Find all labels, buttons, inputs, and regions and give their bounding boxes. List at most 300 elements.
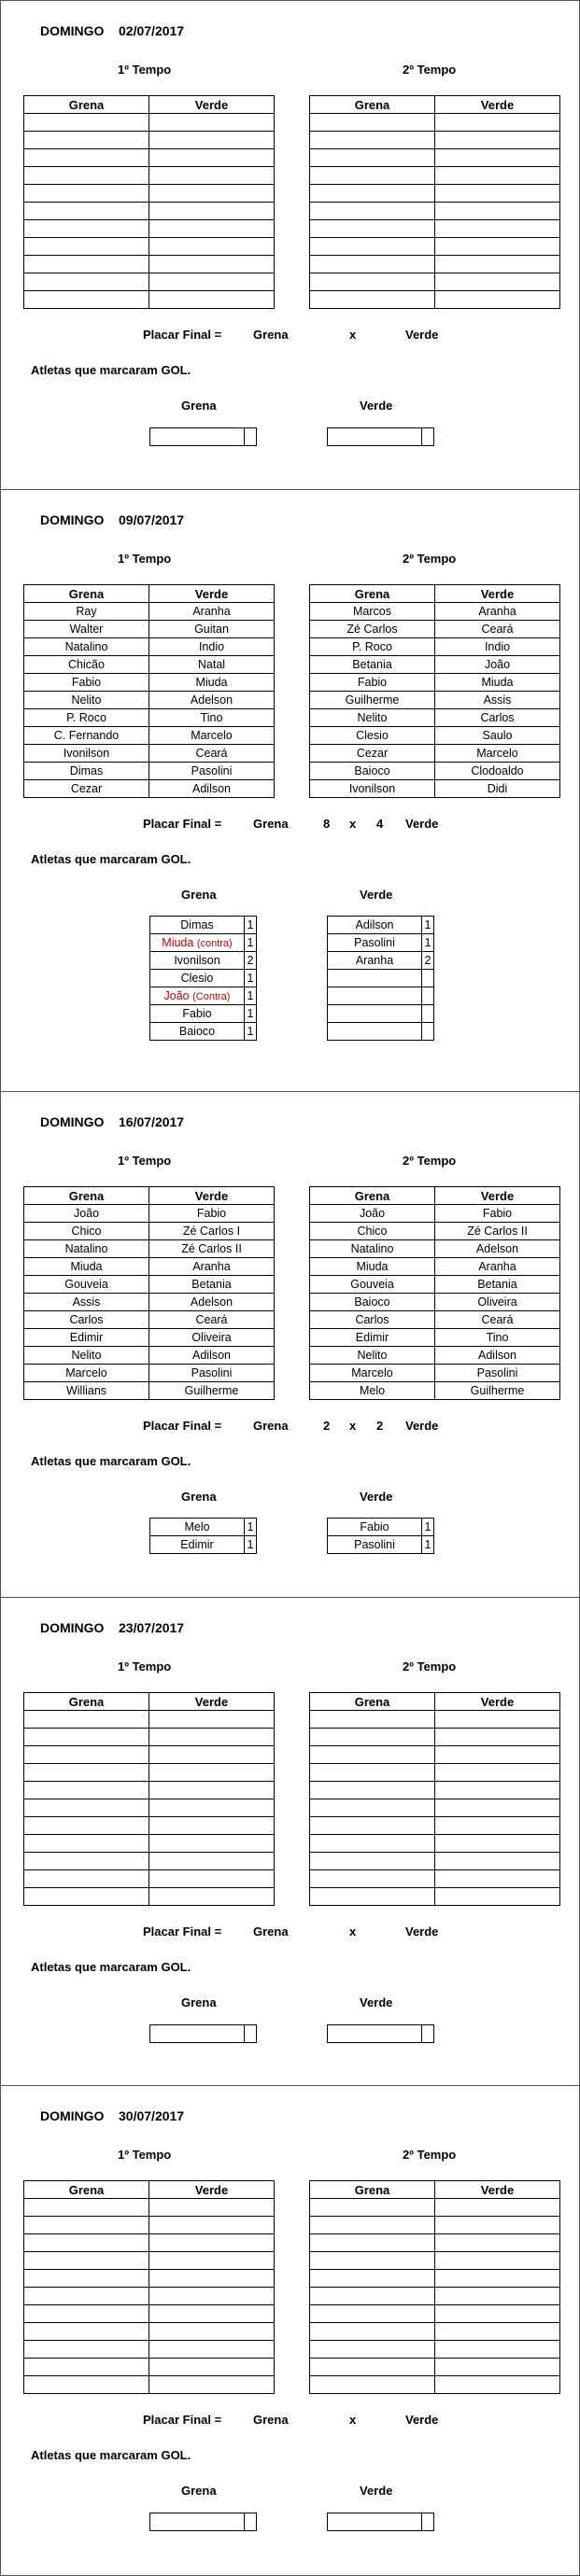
table-row xyxy=(150,2025,257,2043)
player-verde: Zé Carlos II xyxy=(149,1240,275,1258)
column-header-verde: Verde xyxy=(435,96,560,114)
table-row xyxy=(328,2513,434,2531)
scorer-name xyxy=(328,428,422,446)
table-row xyxy=(310,1835,560,1853)
day-label: DOMINGO xyxy=(40,23,105,38)
player-grena: Miuda xyxy=(24,1258,149,1276)
column-header-verde: Verde xyxy=(435,2181,560,2199)
player-verde xyxy=(149,1782,275,1799)
scorer-goals: 1 xyxy=(245,917,257,934)
table-row xyxy=(24,1888,275,1906)
player-verde: Aranha xyxy=(435,1258,560,1276)
column-header-grena: Grena xyxy=(310,1187,435,1205)
table-row xyxy=(310,621,560,638)
table-row xyxy=(24,727,275,745)
table-row xyxy=(310,1799,560,1817)
table-row xyxy=(310,1223,560,1240)
player-verde xyxy=(149,2305,275,2323)
scorers-table-verde xyxy=(327,1518,434,1554)
player-verde: Miuda xyxy=(149,674,275,692)
table-row xyxy=(328,1519,434,1536)
player-grena xyxy=(24,1835,149,1853)
player-grena: Baioco xyxy=(310,1294,435,1311)
player-verde: Adilson xyxy=(149,780,275,798)
table-row xyxy=(310,1276,560,1294)
table-row xyxy=(24,238,275,256)
match-section xyxy=(0,1598,580,2086)
table-row xyxy=(24,2199,275,2217)
player-grena xyxy=(24,2376,149,2394)
player-grena xyxy=(24,273,149,291)
player-grena xyxy=(310,203,435,220)
table-row xyxy=(24,2341,275,2359)
column-header-grena: Grena xyxy=(310,1693,435,1711)
player-grena: P. Roco xyxy=(24,709,149,727)
second-half-heading: 2º Tempo xyxy=(403,1659,457,1673)
player-grena: Gouveia xyxy=(310,1276,435,1294)
table-row xyxy=(310,220,560,238)
scorer-goals xyxy=(245,2025,257,2043)
scorers-header-verde: Verde xyxy=(360,1995,393,2009)
player-verde xyxy=(435,1764,560,1782)
table-row xyxy=(150,1519,257,1536)
player-verde xyxy=(435,273,560,291)
final-score-team-verde: Verde xyxy=(405,1419,439,1433)
final-score-label: Placar Final = xyxy=(143,817,222,831)
player-grena: Cezar xyxy=(310,745,435,763)
player-grena: Fabio xyxy=(310,674,435,692)
scorers-table-grena xyxy=(149,916,257,1041)
table-row xyxy=(328,1536,434,1554)
column-header-grena: Grena xyxy=(24,1187,149,1205)
player-verde xyxy=(149,2217,275,2234)
table-row xyxy=(328,934,434,952)
player-verde: Indio xyxy=(435,638,560,656)
table-row xyxy=(24,2270,275,2288)
table-row xyxy=(310,2359,560,2376)
player-grena xyxy=(310,2199,435,2217)
player-verde xyxy=(149,2288,275,2305)
player-grena xyxy=(310,1835,435,1853)
player-grena xyxy=(24,1729,149,1746)
player-grena: Nelito xyxy=(310,1347,435,1365)
column-header-grena: Grena xyxy=(310,96,435,114)
table-row xyxy=(24,1294,275,1311)
table-row xyxy=(150,2513,257,2531)
player-grena xyxy=(24,1888,149,1906)
lineup-table-first-half xyxy=(23,1186,275,1400)
table-row xyxy=(310,2234,560,2252)
table-row xyxy=(24,203,275,220)
second-half-heading: 2º Tempo xyxy=(403,552,457,566)
scorers-header-grena: Grena xyxy=(181,888,217,902)
score-separator: x xyxy=(349,817,357,831)
table-row xyxy=(310,603,560,621)
player-grena: Edimir xyxy=(24,1329,149,1347)
player-verde: Clodoaldo xyxy=(435,763,560,780)
scorer-goals: 1 xyxy=(245,1519,257,1536)
scorer-name-text: Miuda xyxy=(162,936,194,949)
scorers-table-verde xyxy=(327,2024,434,2043)
player-grena: Nelito xyxy=(24,1347,149,1365)
scorer-name xyxy=(150,2513,245,2531)
player-verde: Adelson xyxy=(149,692,275,709)
player-grena xyxy=(24,2341,149,2359)
table-row xyxy=(24,185,275,203)
table-row xyxy=(24,1347,275,1365)
player-grena xyxy=(24,291,149,309)
player-verde xyxy=(435,256,560,273)
player-grena: Zé Carlos xyxy=(310,621,435,638)
table-row xyxy=(328,1005,434,1023)
match-title xyxy=(40,23,184,38)
scorer-name xyxy=(328,2513,422,2531)
player-verde xyxy=(149,1888,275,1906)
player-grena: Natalino xyxy=(24,638,149,656)
table-row xyxy=(24,709,275,727)
table-row xyxy=(24,1729,275,1746)
player-verde xyxy=(435,2323,560,2341)
table-row xyxy=(310,273,560,291)
player-verde xyxy=(435,238,560,256)
table-row xyxy=(150,917,257,934)
player-verde xyxy=(435,2270,560,2288)
column-header-verde: Verde xyxy=(149,1693,275,1711)
scorers-title: Atletas que marcaram GOL. xyxy=(31,852,191,866)
player-grena xyxy=(310,256,435,273)
final-score-team-grena: Grena xyxy=(253,1419,289,1433)
match-section xyxy=(0,0,580,490)
player-grena xyxy=(24,132,149,149)
player-grena: Betania xyxy=(310,656,435,674)
table-row xyxy=(310,1311,560,1329)
player-grena: João xyxy=(24,1205,149,1223)
match-date: 23/07/2017 xyxy=(119,1620,185,1635)
player-grena: Carlos xyxy=(24,1311,149,1329)
player-verde xyxy=(435,2341,560,2359)
player-grena xyxy=(24,114,149,132)
player-grena xyxy=(310,1729,435,1746)
player-verde xyxy=(149,2341,275,2359)
table-row xyxy=(150,1536,257,1554)
player-verde xyxy=(149,132,275,149)
final-score-team-grena: Grena xyxy=(253,2413,289,2427)
player-grena: Ray xyxy=(24,603,149,621)
player-grena xyxy=(24,2199,149,2217)
player-grena xyxy=(24,203,149,220)
column-header-verde: Verde xyxy=(149,2181,275,2199)
scorers-header-verde: Verde xyxy=(360,888,393,902)
match-title xyxy=(40,512,184,527)
table-row xyxy=(24,2305,275,2323)
player-verde xyxy=(435,1835,560,1853)
table-row xyxy=(24,603,275,621)
column-header-verde: Verde xyxy=(435,585,560,603)
scorer-name: Baioco xyxy=(150,1023,245,1041)
player-verde xyxy=(435,114,560,132)
player-grena xyxy=(24,2288,149,2305)
player-verde xyxy=(435,2234,560,2252)
player-grena xyxy=(24,220,149,238)
table-row xyxy=(24,1782,275,1799)
player-verde xyxy=(149,1711,275,1729)
player-grena xyxy=(310,132,435,149)
scorer-name: Edimir xyxy=(150,1536,245,1554)
match-date: 02/07/2017 xyxy=(119,23,185,38)
lineup-table-second-half xyxy=(309,1692,560,1906)
column-header-verde: Verde xyxy=(149,585,275,603)
match-date: 30/07/2017 xyxy=(119,2108,185,2123)
player-verde xyxy=(435,1782,560,1799)
player-verde: Marcelo xyxy=(435,745,560,763)
player-grena xyxy=(24,2217,149,2234)
table-row xyxy=(24,1223,275,1240)
player-verde xyxy=(435,2217,560,2234)
table-row xyxy=(310,2270,560,2288)
player-grena: Willians xyxy=(24,1382,149,1400)
lineup-table-second-half xyxy=(309,95,560,309)
score-grena: 8 xyxy=(323,817,331,831)
player-verde: Assis xyxy=(435,692,560,709)
player-grena xyxy=(310,114,435,132)
column-header-grena: Grena xyxy=(24,96,149,114)
player-grena xyxy=(24,1782,149,1799)
player-grena: Marcelo xyxy=(24,1365,149,1382)
player-verde xyxy=(435,132,560,149)
player-verde xyxy=(435,1870,560,1888)
table-row xyxy=(310,780,560,798)
scorer-name xyxy=(328,1023,422,1041)
player-verde xyxy=(435,185,560,203)
final-score-team-grena: Grena xyxy=(253,1925,289,1939)
player-grena xyxy=(310,2252,435,2270)
player-grena xyxy=(310,2359,435,2376)
player-grena xyxy=(310,273,435,291)
scorer-name: Pasolini xyxy=(328,934,422,952)
player-grena: Gouveia xyxy=(24,1276,149,1294)
scorers-table-verde xyxy=(327,2513,434,2531)
player-grena: Chico xyxy=(310,1223,435,1240)
table-row xyxy=(328,987,434,1005)
table-row xyxy=(310,1294,560,1311)
player-verde xyxy=(149,167,275,185)
player-verde xyxy=(149,2234,275,2252)
player-grena xyxy=(310,1746,435,1764)
player-verde: Adelson xyxy=(435,1240,560,1258)
table-row xyxy=(328,2025,434,2043)
table-row xyxy=(150,987,257,1005)
player-grena xyxy=(24,185,149,203)
scorer-name: Fabio xyxy=(328,1519,422,1536)
scorers-table-grena xyxy=(149,427,257,446)
table-row xyxy=(310,692,560,709)
day-label: DOMINGO xyxy=(40,512,105,527)
table-row xyxy=(24,2252,275,2270)
table-row xyxy=(24,1382,275,1400)
scorer-name xyxy=(328,2025,422,2043)
table-row xyxy=(24,2234,275,2252)
match-date: 09/07/2017 xyxy=(119,512,185,527)
player-grena xyxy=(24,1853,149,1870)
player-verde: Adilson xyxy=(149,1347,275,1365)
column-header-grena: Grena xyxy=(310,2181,435,2199)
scorers-table-grena xyxy=(149,1518,257,1554)
player-verde xyxy=(435,1888,560,1906)
table-row xyxy=(24,1764,275,1782)
table-row xyxy=(310,2305,560,2323)
final-score-label: Placar Final = xyxy=(143,1419,222,1433)
first-half-heading: 1º Tempo xyxy=(118,63,172,77)
player-grena: Marcelo xyxy=(310,1365,435,1382)
player-grena xyxy=(310,1870,435,1888)
player-verde xyxy=(435,149,560,167)
player-grena xyxy=(24,1764,149,1782)
player-verde xyxy=(435,1729,560,1746)
player-verde xyxy=(435,1817,560,1835)
player-grena: Ivonilson xyxy=(24,745,149,763)
table-row xyxy=(24,1799,275,1817)
scorers-header-grena: Grena xyxy=(181,399,217,413)
player-verde: Didi xyxy=(435,780,560,798)
player-grena xyxy=(310,2341,435,2359)
player-verde: Oliveira xyxy=(149,1329,275,1347)
table-row xyxy=(24,149,275,167)
table-row xyxy=(310,1711,560,1729)
player-verde: Natal xyxy=(149,656,275,674)
scorers-header-verde: Verde xyxy=(360,1490,393,1504)
player-grena xyxy=(24,2323,149,2341)
scorers-title: Atletas que marcaram GOL. xyxy=(31,363,191,377)
table-row xyxy=(24,2217,275,2234)
first-half-heading: 1º Tempo xyxy=(118,552,172,566)
table-row xyxy=(150,1023,257,1041)
lineup-table-first-half xyxy=(23,584,275,798)
player-verde xyxy=(149,185,275,203)
player-grena: Edimir xyxy=(310,1329,435,1347)
scorers-table-verde xyxy=(327,916,434,1041)
table-row xyxy=(310,1870,560,1888)
table-row xyxy=(310,1347,560,1365)
score-separator: x xyxy=(349,1925,357,1939)
table-row xyxy=(310,185,560,203)
scorers-header-grena: Grena xyxy=(181,1995,217,2009)
table-row xyxy=(310,674,560,692)
player-grena xyxy=(310,1711,435,1729)
day-label: DOMINGO xyxy=(40,1114,105,1129)
scorers-header-verde: Verde xyxy=(360,399,393,413)
player-grena xyxy=(310,1782,435,1799)
first-half-heading: 1º Tempo xyxy=(118,1154,172,1168)
scorers-title: Atletas que marcaram GOL. xyxy=(31,2448,191,2462)
player-grena xyxy=(310,2217,435,2234)
player-verde: Betania xyxy=(149,1276,275,1294)
player-grena: Dimas xyxy=(24,763,149,780)
player-grena xyxy=(310,149,435,167)
day-label: DOMINGO xyxy=(40,2108,105,2123)
player-verde: Marcelo xyxy=(149,727,275,745)
player-grena: Ivonilson xyxy=(310,780,435,798)
player-grena: Baioco xyxy=(310,763,435,780)
table-row xyxy=(328,1023,434,1041)
player-verde: Indio xyxy=(149,638,275,656)
column-header-grena: Grena xyxy=(24,2181,149,2199)
final-score-label: Placar Final = xyxy=(143,1925,222,1939)
final-score-label: Placar Final = xyxy=(143,2413,222,2427)
table-row xyxy=(310,1853,560,1870)
player-grena xyxy=(24,2234,149,2252)
player-verde xyxy=(149,1729,275,1746)
table-row xyxy=(24,674,275,692)
player-verde: Guilherme xyxy=(435,1382,560,1400)
scorer-name: Adilson xyxy=(328,917,422,934)
player-verde xyxy=(149,203,275,220)
player-verde: Ceará xyxy=(149,745,275,763)
table-row xyxy=(24,1870,275,1888)
table-row xyxy=(310,2288,560,2305)
column-header-verde: Verde xyxy=(435,1693,560,1711)
player-verde: Guitan xyxy=(149,621,275,638)
second-half-heading: 2º Tempo xyxy=(403,2148,457,2162)
scorer-goals: 1 xyxy=(422,934,434,952)
score-separator: x xyxy=(349,1419,357,1433)
player-grena xyxy=(24,167,149,185)
player-verde xyxy=(149,2199,275,2217)
player-grena xyxy=(24,256,149,273)
table-row xyxy=(310,709,560,727)
table-row xyxy=(310,1205,560,1223)
table-row xyxy=(24,2288,275,2305)
match-title xyxy=(40,1620,184,1635)
final-score-team-verde: Verde xyxy=(405,328,439,342)
first-half-heading: 1º Tempo xyxy=(118,1659,172,1673)
player-verde: Ceará xyxy=(149,1311,275,1329)
lineup-table-first-half xyxy=(23,1692,275,1906)
table-row xyxy=(310,132,560,149)
table-row xyxy=(328,970,434,987)
table-row xyxy=(150,952,257,970)
player-verde xyxy=(435,2305,560,2323)
player-verde xyxy=(149,238,275,256)
scorers-header-grena: Grena xyxy=(181,1490,217,1504)
player-grena xyxy=(310,167,435,185)
scorer-goals: 1 xyxy=(245,1536,257,1554)
table-row xyxy=(328,428,434,446)
player-grena xyxy=(310,291,435,309)
table-row xyxy=(310,149,560,167)
scorer-goals: 1 xyxy=(245,1005,257,1023)
player-grena xyxy=(310,238,435,256)
table-row xyxy=(24,1711,275,1729)
player-grena: Chico xyxy=(24,1223,149,1240)
player-verde xyxy=(435,1746,560,1764)
player-grena: João xyxy=(310,1205,435,1223)
table-row xyxy=(150,970,257,987)
scorers-title: Atletas que marcaram GOL. xyxy=(31,1960,191,1974)
scorer-name: Fabio xyxy=(150,1005,245,1023)
table-row xyxy=(310,2199,560,2217)
second-half-heading: 2º Tempo xyxy=(403,63,457,77)
player-verde xyxy=(149,2376,275,2394)
player-verde xyxy=(149,2270,275,2288)
player-grena: Walter xyxy=(24,621,149,638)
score-separator: x xyxy=(349,328,357,342)
table-row xyxy=(310,256,560,273)
table-row xyxy=(24,780,275,798)
table-row xyxy=(310,291,560,309)
scorer-goals: 1 xyxy=(245,987,257,1005)
player-verde: Adelson xyxy=(149,1294,275,1311)
first-half-heading: 1º Tempo xyxy=(118,2148,172,2162)
